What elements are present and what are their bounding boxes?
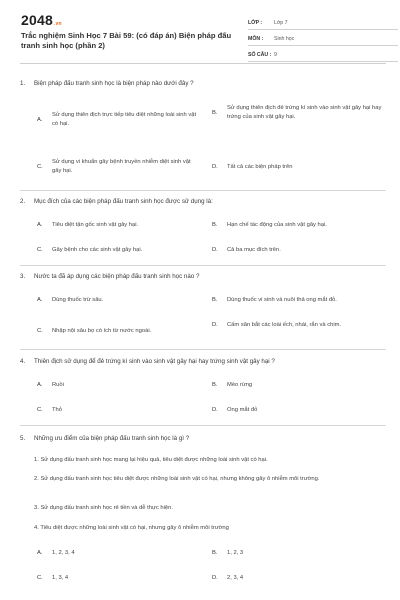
question-stem: Thiên địch sử dụng để đẻ trứng kí sinh vào sinh vật gây hại hay trứng sinh vật gây hại ? bbox=[34, 358, 275, 365]
option-text: Ruồi bbox=[52, 382, 64, 388]
q4-option-b[interactable] bbox=[212, 381, 382, 390]
header bbox=[20, 0, 386, 64]
q5-option-a[interactable] bbox=[37, 549, 207, 558]
q1-option-d[interactable] bbox=[212, 163, 382, 172]
question-number: 3. bbox=[20, 273, 26, 280]
question-text bbox=[20, 435, 386, 443]
q1-option-b[interactable] bbox=[212, 104, 382, 122]
option-text: Dùng thuốc vi sinh và nuôi thả ong mắt đỏ. bbox=[227, 297, 337, 303]
question-1 bbox=[20, 80, 386, 88]
option-letter: A. bbox=[37, 116, 43, 123]
q5-option-b[interactable] bbox=[212, 549, 382, 558]
question-stem: Biện pháp đấu tranh sinh học là biện pháp nào dưới đây ? bbox=[34, 80, 194, 87]
q1-option-a[interactable] bbox=[37, 111, 197, 129]
option-letter: C. bbox=[37, 575, 43, 581]
question-stem: Mục đích của các biện pháp đấu tranh sinh học được sử dụng là: bbox=[34, 198, 213, 205]
option-letter: D. bbox=[212, 322, 218, 328]
option-letter: A. bbox=[37, 222, 43, 228]
divider bbox=[20, 190, 386, 191]
option-text: Sử dụng thiên địch đẻ trứng kí sinh vào sinh vật gây hại hay trứng của sinh vật gây hại. bbox=[227, 105, 382, 120]
question-text bbox=[20, 80, 386, 88]
option-text: Cả ba mục đích trên. bbox=[227, 247, 281, 253]
option-text: Cấm săn bắt các loài ếch, nhái, rắn và chim. bbox=[227, 322, 342, 328]
q2-option-b[interactable] bbox=[212, 221, 382, 230]
question-3 bbox=[20, 273, 386, 281]
question-text bbox=[20, 198, 386, 206]
question-5 bbox=[20, 435, 386, 531]
q5-option-c[interactable] bbox=[37, 574, 207, 583]
meta-subject-row bbox=[248, 33, 398, 46]
option-text: Gây bệnh cho các sinh vật gây hại. bbox=[52, 247, 143, 253]
meta-count-row bbox=[248, 49, 398, 62]
question-number: 1. bbox=[20, 80, 26, 87]
statement-2: 2. Sử dụng đấu tranh sinh học tiêu diệt được những loài sinh vật có hại, nhưng không gây ô nhiễm môi trường. bbox=[34, 476, 320, 482]
meta-subject-key: MÔN : bbox=[248, 36, 264, 42]
option-letter: A. bbox=[37, 382, 43, 388]
option-text: Nhập nội sâu bọ có ích từ nước ngoài. bbox=[52, 328, 152, 334]
option-letter: C. bbox=[37, 328, 43, 334]
meta-class-row bbox=[248, 17, 398, 30]
option-text: 1, 2, 3 bbox=[227, 550, 244, 556]
option-text: Ong mắt đỏ bbox=[227, 407, 258, 413]
option-letter: B. bbox=[212, 382, 218, 388]
option-text: 1, 2, 3, 4 bbox=[52, 550, 75, 556]
q1-option-c[interactable] bbox=[37, 158, 197, 176]
option-text: 2, 3, 4 bbox=[227, 575, 244, 581]
option-text: Thỏ bbox=[52, 407, 62, 413]
divider bbox=[20, 425, 386, 426]
meta-count-value: 9 bbox=[274, 52, 277, 58]
question-4 bbox=[20, 358, 386, 366]
option-text: Tiêu diệt tận gốc sinh vật gây hại. bbox=[52, 222, 139, 228]
option-letter: C. bbox=[37, 163, 43, 170]
q2-option-a[interactable] bbox=[37, 221, 207, 230]
q2-option-d[interactable] bbox=[212, 246, 382, 255]
option-letter: A. bbox=[37, 550, 43, 556]
q3-option-b[interactable] bbox=[212, 296, 384, 305]
option-letter: D. bbox=[212, 407, 218, 413]
divider bbox=[20, 265, 386, 266]
option-text: Hạn chế tác động của sinh vật gây hại. bbox=[227, 222, 327, 228]
question-stem: Nước ta đã áp dụng các biện pháp đấu tranh sinh học nào ? bbox=[34, 273, 200, 280]
meta-count-key: SỐ CÂU : bbox=[248, 52, 272, 58]
question-2 bbox=[20, 198, 386, 206]
option-letter: D. bbox=[212, 164, 218, 170]
question-stem: Những ưu điểm của biện pháp đấu tranh sinh học là gì ? bbox=[34, 435, 190, 442]
option-letter: B. bbox=[212, 550, 218, 556]
option-letter: B. bbox=[212, 297, 218, 303]
site-logo[interactable] bbox=[21, 12, 62, 28]
meta-class-key: LỚP : bbox=[248, 20, 263, 26]
logo-suffix: .vn bbox=[53, 21, 62, 27]
option-letter: C. bbox=[37, 247, 43, 253]
option-text: Tất cả các biện pháp trên bbox=[227, 164, 293, 170]
option-letter: A. bbox=[37, 297, 43, 303]
option-text: 1, 3, 4 bbox=[52, 575, 69, 581]
meta-class-value: Lớp 7 bbox=[274, 20, 288, 26]
q3-option-a[interactable] bbox=[37, 296, 207, 305]
page-title: Trắc nghiệm Sinh Học 7 Bài 59: (có đáp án) Biện pháp đấu tranh sinh học (phần 2) bbox=[21, 31, 232, 50]
option-letter: D. bbox=[212, 575, 218, 581]
option-text: Sử dụng vi khuẩn gây bệnh truyền nhiễm diệt sinh vật gây hại. bbox=[52, 159, 191, 174]
statement-4: 4. Tiêu diệt được những loài sinh vật có hại, nhưng gây ô nhiễm môi trường bbox=[34, 525, 229, 531]
logo-text: 2048 bbox=[21, 12, 53, 28]
meta-info bbox=[248, 17, 398, 65]
divider bbox=[20, 349, 386, 350]
question-text bbox=[20, 273, 386, 281]
question-number: 4. bbox=[20, 358, 26, 365]
q2-option-c[interactable] bbox=[37, 246, 207, 255]
q5-option-d[interactable] bbox=[212, 574, 382, 583]
question-text bbox=[20, 358, 386, 366]
option-letter: B. bbox=[212, 222, 218, 228]
q3-option-c[interactable] bbox=[37, 327, 207, 336]
option-letter: C. bbox=[37, 407, 43, 413]
option-letter: D. bbox=[212, 247, 218, 253]
statement-1: 1. Sử dụng đấu tranh sinh học mang lại hiệu quả, tiêu diệt được những loài sinh vật có hại. bbox=[34, 457, 268, 463]
option-letter: B. bbox=[212, 109, 218, 116]
option-text: Mèo rừng bbox=[227, 382, 253, 388]
q4-option-a[interactable] bbox=[37, 381, 207, 390]
q4-option-d[interactable] bbox=[212, 406, 382, 415]
question-number: 5. bbox=[20, 435, 26, 442]
q4-option-c[interactable] bbox=[37, 406, 207, 415]
option-text: Dùng thuốc trừ sâu. bbox=[52, 297, 104, 303]
statement-3: 3. Sử dụng đấu tranh sinh học rẻ tiền và dễ thực hiện. bbox=[34, 505, 173, 511]
q3-option-d[interactable] bbox=[212, 321, 372, 330]
question-number: 2. bbox=[20, 198, 26, 205]
meta-subject-value: Sinh học bbox=[274, 36, 295, 42]
option-text: Sử dụng thiên địch trực tiếp tiêu diệt những loài sinh vật có hại. bbox=[52, 112, 197, 127]
